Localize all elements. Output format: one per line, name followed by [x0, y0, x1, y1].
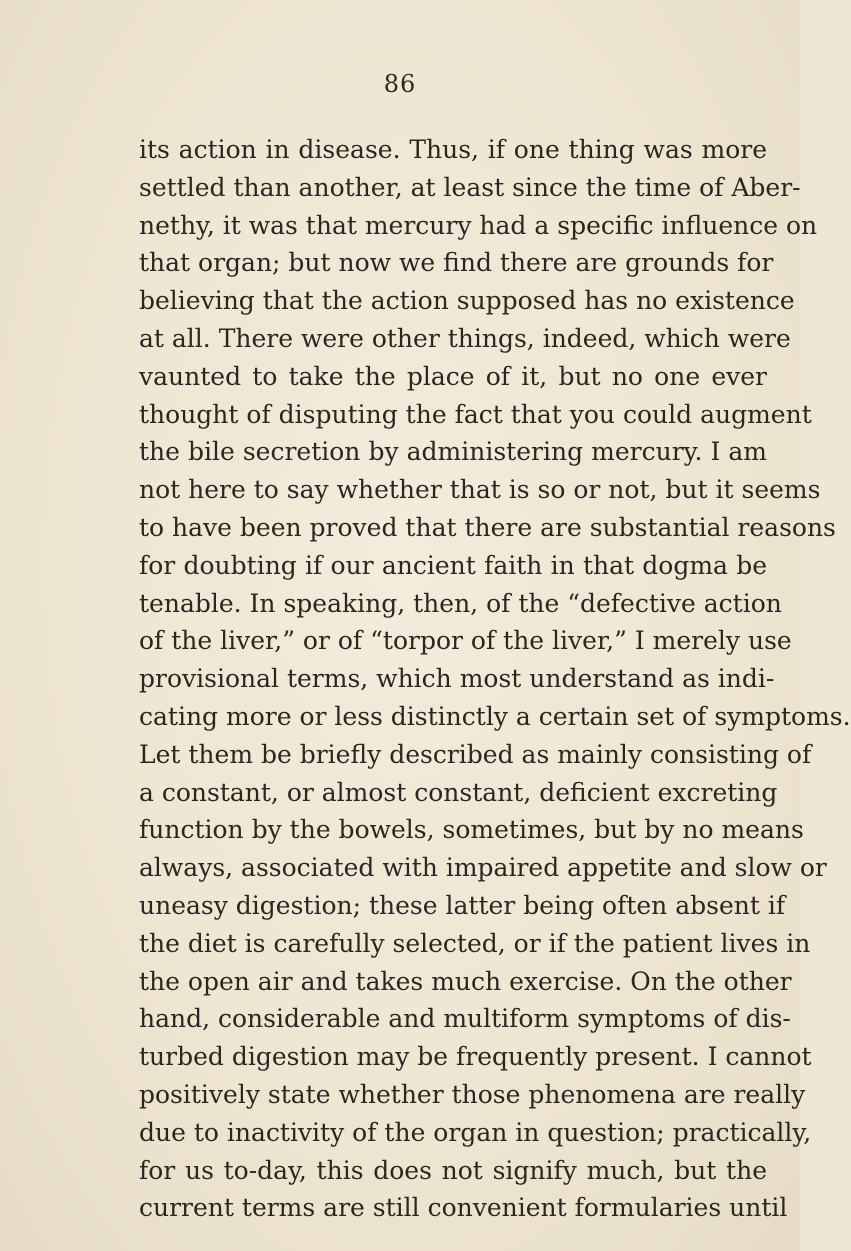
text-line: the diet is carefully selected, or if the patient lives in: [139, 928, 811, 958]
text-line: turbed digestion may be frequently present. I cannot: [139, 1042, 812, 1072]
text-line: a constant, or almost constant, deficient excreting: [139, 777, 778, 807]
text-line: function by the bowels, sometimes, but by no means: [139, 815, 804, 845]
text-line: the bile secretion by administering mercury. I am: [139, 437, 767, 467]
text-line: of the liver,” or of “torpor of the liver,” I merely use: [139, 626, 792, 656]
text-line: vaunted to take the place of it, but no one ever: [139, 361, 767, 391]
text-line: for doubting if our ancient faith in that dogma be: [139, 550, 767, 580]
text-line: its action in disease. Thus, if one thing was more: [139, 135, 767, 164]
text-line: Let them be briefly described as mainly consisting of: [139, 739, 812, 769]
text-line: settled than another, at least since the time of Aber-: [139, 172, 801, 202]
text-line: the open air and takes much exercise. On the other: [139, 966, 792, 996]
text-line: thought of disputing the fact that you could augment: [139, 399, 812, 429]
body-text: [139, 131, 851, 1227]
text-line: uneasy digestion; these latter being often absent if: [139, 890, 786, 920]
text-line: provisional terms, which most understand as indi-: [139, 664, 775, 694]
text-line: cating more or less distinctly a certain set of symptoms.: [139, 701, 851, 731]
text-line: nethy, it was that mercury had a specific influence on: [139, 210, 818, 240]
text-line: not here to say whether that is so or not, but it seems: [139, 475, 821, 505]
text-line: for us to-day, this does not signify much, but the: [139, 1155, 767, 1185]
text-line: current terms are still convenient formularies until: [139, 1193, 788, 1223]
text-line: to have been proved that there are substantial reasons: [139, 512, 836, 542]
text-line: at all. There were other things, indeed, which were: [139, 323, 791, 353]
text-line: that organ; but now we find there are grounds for: [139, 248, 774, 278]
text-line: believing that the action supposed has no existence: [139, 286, 795, 316]
text-line: due to inactivity of the organ in question; practically,: [139, 1117, 812, 1147]
text-line: tenable. In speaking, then, of the “defective action: [139, 588, 782, 618]
text-line: positively state whether those phenomena are really: [139, 1079, 806, 1109]
page-number: 86: [383, 70, 417, 98]
text-line: always, associated with impaired appetite and slow or: [139, 853, 827, 883]
text-line: hand, considerable and multiform symptoms of dis-: [139, 1004, 791, 1034]
